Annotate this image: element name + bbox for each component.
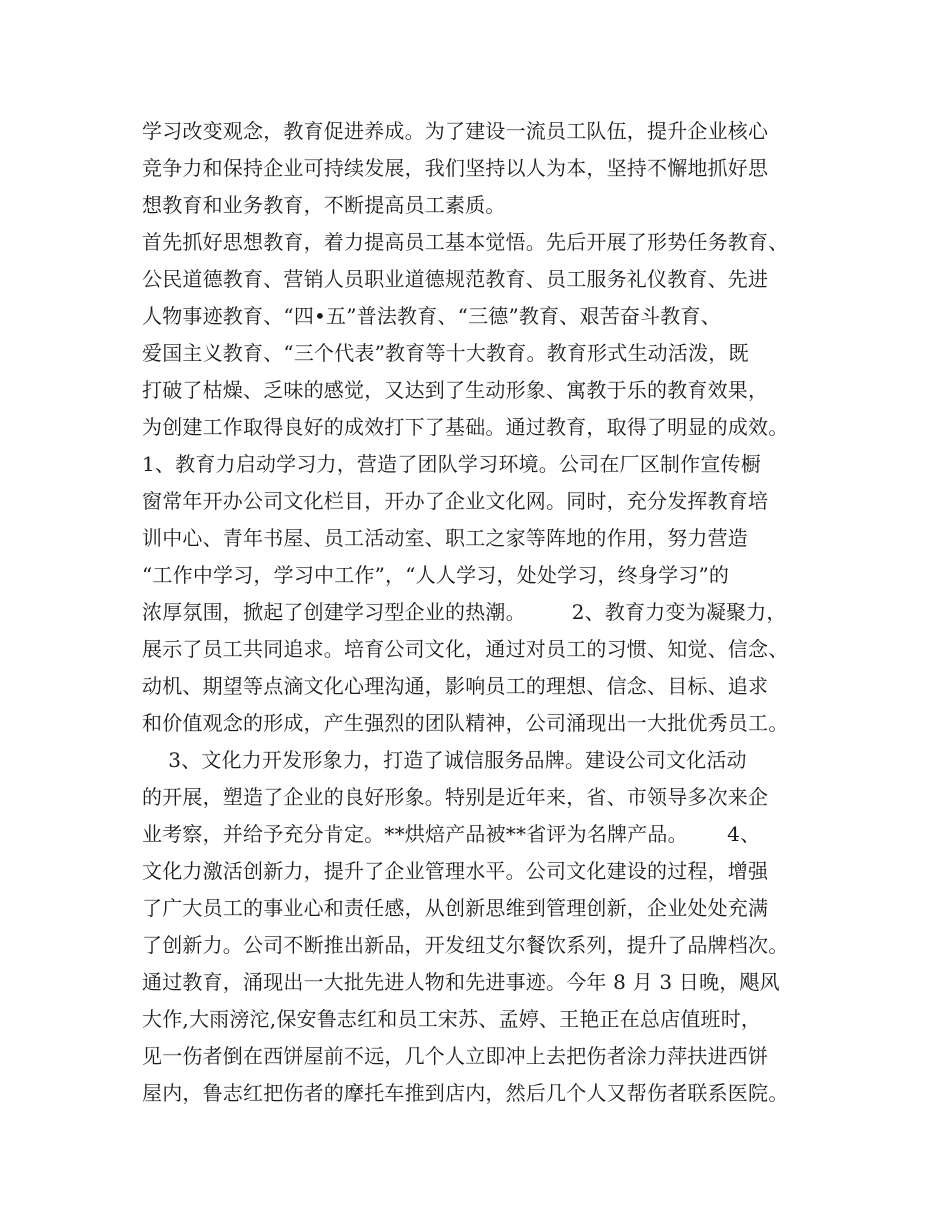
text-line: 竞争力和保持企业可持续发展，我们坚持以人为本，坚持不懈地抓好思 bbox=[142, 156, 769, 180]
body-text bbox=[142, 113, 842, 1112]
text-line: 屋内，鲁志红把伤者的摩托车推到店内，然后几个人又帮伤者联系医院。 bbox=[142, 1081, 789, 1105]
text-line: 业考察，并给予充分肯定。**烘焙产品被**省评为名牌产品。 4、 bbox=[142, 822, 761, 846]
text-line: 1、教育力启动学习力，营造了团队学习环境。公司在厂区制作宣传橱 bbox=[142, 452, 761, 476]
text-line: 首先抓好思想教育，着力提高员工基本觉悟。先后开展了形势任务教育、 bbox=[142, 230, 789, 254]
text-line: 3、文化力开发形象力，打造了诚信服务品牌。建设公司文化活动 bbox=[142, 748, 747, 772]
text-line: 训中心、青年书屋、员工活动室、职工之家等阵地的作用，努力营造 bbox=[142, 526, 748, 550]
text-line: 文化力激活创新力，提升了企业管理水平。公司文化建设的过程，增强 bbox=[142, 859, 769, 883]
text-line: 爱国主义教育、“三个代表”教育等十大教育。教育形式生动活泼，既 bbox=[142, 341, 749, 365]
text-line: 的开展，塑造了企业的良好形象。特别是近年来，省、市领导多次来企 bbox=[142, 785, 769, 809]
text-line: 为创建工作取得良好的成效打下了基础。通过教育，取得了明显的成效。 bbox=[142, 415, 789, 439]
text-line: 了创新力。公司不断推出新品，开发纽艾尔餐饮系列，提升了品牌档次。 bbox=[142, 933, 789, 957]
text-line: 公民道德教育、营销人员职业道德规范教育、员工服务礼仪教育、先进 bbox=[142, 267, 769, 291]
text-line: 和价值观念的形成，产生强烈的团队精神，公司涌现出一大批优秀员工。 bbox=[142, 711, 789, 735]
text-line: 见一伤者倒在西饼屋前不远，几个人立即冲上去把伤者涂力萍扶进西饼 bbox=[142, 1044, 769, 1068]
text-line: 大作,大雨滂沱,保安鲁志红和员工宋苏、孟婷、王艳正在总店值班时， bbox=[142, 1007, 762, 1031]
text-line: 人物事迹教育、“四•五”普法教育、“三德”教育、艰苦奋斗教育、 bbox=[142, 304, 721, 328]
text-line: 了广大员工的事业心和责任感，从创新思维到管理创新，企业处处充满 bbox=[142, 896, 769, 920]
text-line: 学习改变观念，教育促进养成。为了建设一流员工队伍，提升企业核心 bbox=[142, 119, 769, 143]
text-line: “工作中学习，学习中工作”，“人人学习，处处学习，终身学习”的 bbox=[142, 563, 730, 587]
text-line: 通过教育，涌现出一大批先进人物和先进事迹。今年 8 月 3 日晚，飓风 bbox=[142, 970, 780, 994]
text-line: 浓厚氛围，掀起了创建学习型企业的热潮。 2、教育力变为凝聚力， bbox=[142, 600, 787, 624]
text-line: 窗常年开办公司文化栏目，开办了企业文化网。同时，充分发挥教育培 bbox=[142, 489, 769, 513]
text-line: 展示了员工共同追求。培育公司文化，通过对员工的习惯、知觉、信念、 bbox=[142, 637, 789, 661]
text-line: 动机、期望等点滴文化心理沟通，影响员工的理想、信念、目标、追求 bbox=[142, 674, 769, 698]
text-line: 想教育和业务教育，不断提高员工素质。 bbox=[142, 193, 506, 217]
text-line: 打破了枯燥、乏味的感觉，又达到了生动形象、寓教于乐的教育效果， bbox=[142, 378, 769, 402]
